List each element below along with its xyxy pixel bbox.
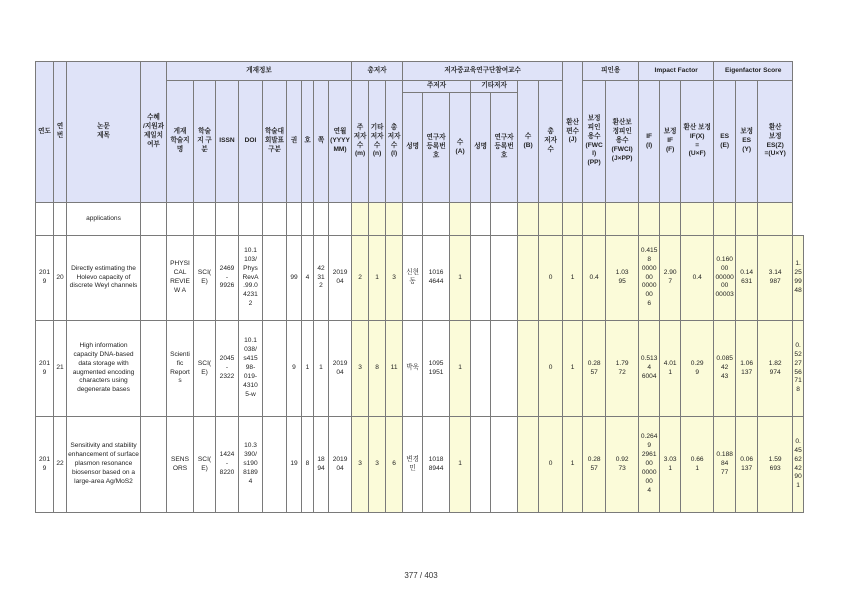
cell-main-authors: 2 — [352, 236, 369, 321]
cell-fund — [141, 321, 167, 417]
header-sci-type: 학술대 회발표 구분 — [263, 81, 287, 203]
cell-name: 변경 민 — [403, 417, 423, 513]
header-name-2: 성명 — [471, 93, 491, 203]
cell-title: Sensitivity and stability enhancement of surface plasmon resonance biosensor based on a large-area Ag/MoS2 — [67, 417, 141, 513]
cell-other-authors: 3 — [369, 417, 386, 513]
table-row — [36, 236, 804, 321]
cell-if-conv: 0.08542 43 — [714, 321, 736, 417]
cell-title: High information capacity DNA-based data storage with augmented encoding characters using degenerate bases — [67, 321, 141, 417]
cell-main-authors: 3 — [352, 417, 369, 513]
cell-total-authors: 6 — [386, 417, 403, 513]
cell-converted: 0.28 57 — [583, 417, 606, 513]
header-if-group: Impact Factor — [639, 62, 714, 81]
header-if: IF (I) — [639, 81, 660, 203]
cell-fwci: 0.4158 000000 000000 6 — [639, 236, 660, 321]
cell-es-adj: 3.14 987 — [758, 236, 793, 321]
cell-es-conv: 1.259948 — [793, 236, 804, 321]
cell-issn: 1424 - 8220 — [216, 417, 239, 513]
cell-reg-2 — [491, 236, 518, 321]
cell-if: 2.90 7 — [660, 236, 681, 321]
cell-name-2 — [471, 417, 491, 513]
cell — [36, 203, 54, 236]
cell-other-authors: 1 — [369, 236, 386, 321]
header-vol: 권 — [287, 81, 302, 203]
cell-jtype: SCI( E) — [194, 417, 216, 513]
cell-blank — [518, 417, 539, 513]
header-es-adj: 보정 ES (Y) — [736, 81, 758, 203]
cell-fwc: 0.92 73 — [606, 417, 639, 513]
header-other-sub: 기타저자 — [471, 81, 518, 93]
cell-year: 201 9 — [36, 236, 54, 321]
header-pubdate: 연월 (YYYY MM) — [329, 81, 352, 203]
header-publication-group: 게재정보 — [167, 62, 352, 81]
header-es: ES (E) — [714, 81, 736, 203]
cell-if-adj: 0.29 9 — [681, 321, 714, 417]
header-seq: 연번 — [54, 62, 67, 203]
header-other-authors: 기타 저자 수 (n) — [369, 81, 386, 203]
cell-if: 4.01 1 — [660, 321, 681, 417]
cell-count-b: 0 — [539, 236, 563, 321]
cell-fund — [141, 236, 167, 321]
table-row — [36, 321, 804, 417]
cell-sci-type — [263, 236, 287, 321]
page-number: 377 / 403 — [404, 571, 438, 580]
table-row — [36, 417, 804, 513]
cell-vol: 99 — [287, 236, 302, 321]
cell-fund — [141, 417, 167, 513]
cell-name-2 — [471, 321, 491, 417]
cell-reg-2 — [491, 417, 518, 513]
cell-blank — [518, 321, 539, 417]
header-issue: 호 — [302, 81, 314, 203]
cell-count-a: 1 — [450, 321, 471, 417]
cell-fwc: 1.79 72 — [606, 321, 639, 417]
cell-page: 1 — [314, 321, 329, 417]
cell-other-authors: 8 — [369, 321, 386, 417]
table-row — [36, 203, 804, 236]
cell-total-count: 1 — [563, 417, 583, 513]
cell-date: 2019 04 — [329, 236, 352, 321]
header-jtype: 학술 지 구 분 — [194, 81, 216, 203]
cell-sci-type — [263, 417, 287, 513]
header-main-sub: 주저자 — [403, 81, 471, 93]
header-es-group: Eigenfactor Score — [714, 62, 793, 81]
cell-sci-type — [263, 321, 287, 417]
cell-issue: 8 — [302, 417, 314, 513]
cell-reg-2 — [491, 321, 518, 417]
cell-if-adj: 0.66 1 — [681, 417, 714, 513]
cell-vol: 9 — [287, 321, 302, 417]
cell-total-count: 1 — [563, 236, 583, 321]
cell-if-conv: 0.16000 0000000 00003 — [714, 236, 736, 321]
cell-date: 2019 04 — [329, 321, 352, 417]
cell-seq: 22 — [54, 417, 67, 513]
header-count-a: 수 (A) — [450, 93, 471, 203]
header-main-authors: 주 저자 수 (m) — [352, 81, 369, 203]
cell-jtype: SCI( E) — [194, 321, 216, 417]
cell-doi: 10.1 103/ Phys RevA .99.0 4231 2 — [239, 236, 263, 321]
cell-total-authors: 11 — [386, 321, 403, 417]
cell-date: 2019 04 — [329, 417, 352, 513]
cell-if-conv: 0.18884 77 — [714, 417, 736, 513]
cell-fwci: 0.5134 6004 — [639, 321, 660, 417]
header-issn: ISSN — [216, 81, 239, 203]
cell-name-2 — [471, 236, 491, 321]
header-page: 쪽 — [314, 81, 329, 203]
cell-total-authors: 3 — [386, 236, 403, 321]
cell-converted: 0.28 57 — [583, 321, 606, 417]
cell-if-adj: 0.4 — [681, 236, 714, 321]
cell-es: 0.14 631 — [736, 236, 758, 321]
cell-name: 신현 동 — [403, 236, 423, 321]
cell-es-conv: 0.522756 718 — [793, 321, 804, 417]
header-cit-conv: 환산보 정피인 용수 (FWCI) (J×PP) — [606, 81, 639, 203]
header-doi: DOI — [239, 81, 263, 203]
cell-seq: 20 — [54, 236, 67, 321]
cell-main-authors: 3 — [352, 321, 369, 417]
cell-doi: 10.1 038/ s415 98- 019- 4310 5-w — [239, 321, 263, 417]
cell-es-conv: 0.456242 901 — [793, 417, 804, 513]
header-total-count: 총 저자 수 — [539, 81, 563, 203]
header-title: 논문 제목 — [67, 62, 141, 203]
header-participating-group: 저자중교육연구단참여교수 — [403, 62, 563, 81]
cell-fwci: 0.2649 296100 000000 4 — [639, 417, 660, 513]
cell-es: 1.06 137 — [736, 321, 758, 417]
cell-title: Directly estimating the Holevo capacity of discrete Weyl channels — [67, 236, 141, 321]
cell-issue: 1 — [302, 321, 314, 417]
cell-count-a: 1 — [450, 417, 471, 513]
header-citation-group: 피인용 — [583, 62, 639, 81]
cell-journal: PHYSI CAL REVIE W A — [167, 236, 194, 321]
cell-issn: 2469 - 9926 — [216, 236, 239, 321]
cell-if: 3.03 1 — [660, 417, 681, 513]
header-if-adj: 보정 IF (F) — [660, 81, 681, 203]
cell-count-b: 0 — [539, 321, 563, 417]
header-if-conv: 환산 보정 IF(X) = (U×F) — [681, 81, 714, 203]
cell — [54, 203, 67, 236]
research-output-table — [35, 61, 804, 513]
cell-reg: 1018 8944 — [423, 417, 450, 513]
header-converted: 환산 편수 (J) — [563, 62, 583, 203]
header-cit-fwc: 보정 피인 용수 (FWC I) (PP) — [583, 81, 606, 203]
cell-title: applications — [67, 203, 141, 236]
header-reg-no: 연구자 등록번 호 — [423, 93, 450, 203]
header-authors-group: 총저자 — [352, 62, 403, 81]
cell-page: 18 94 — [314, 417, 329, 513]
cell-doi: 10.3 390/ s190 8189 4 — [239, 417, 263, 513]
cell-name: 박욱 — [403, 321, 423, 417]
cell-issue: 4 — [302, 236, 314, 321]
header-reg-no-2: 연구자 등록번 호 — [491, 93, 518, 203]
cell-issn: 2045 - 2322 — [216, 321, 239, 417]
cell-fwc: 1.03 95 — [606, 236, 639, 321]
header-es-conv: 환산 보정 ES(Z) =(U×Y) — [758, 81, 793, 203]
cell-count-b: 0 — [539, 417, 563, 513]
header-fund: 수혜 /지원과 제일치 여부 — [141, 62, 167, 203]
cell-es: 0.06 137 — [736, 417, 758, 513]
cell-total-count: 1 — [563, 321, 583, 417]
cell-year: 201 9 — [36, 417, 54, 513]
header-year: 연도 — [36, 62, 54, 203]
cell-journal: SENS ORS — [167, 417, 194, 513]
header-count-b: 수 (B) — [518, 81, 539, 203]
cell-page: 42 31 2 — [314, 236, 329, 321]
header-name: 성명 — [403, 93, 423, 203]
cell-reg: 1016 4644 — [423, 236, 450, 321]
cell-vol: 19 — [287, 417, 302, 513]
cell-converted: 0.4 — [583, 236, 606, 321]
cell-jtype: SCI( E) — [194, 236, 216, 321]
cell-count-a: 1 — [450, 236, 471, 321]
cell-reg: 1095 1951 — [423, 321, 450, 417]
cell-es-adj: 1.82 974 — [758, 321, 793, 417]
header-total-authors: 총 저자 수 (l) — [386, 81, 403, 203]
cell-blank — [518, 236, 539, 321]
cell-journal: Scienti fic Report s — [167, 321, 194, 417]
cell-seq: 21 — [54, 321, 67, 417]
cell-year: 201 9 — [36, 321, 54, 417]
cell-es-adj: 1.59 693 — [758, 417, 793, 513]
header-journal: 게재 학술지 명 — [167, 81, 194, 203]
